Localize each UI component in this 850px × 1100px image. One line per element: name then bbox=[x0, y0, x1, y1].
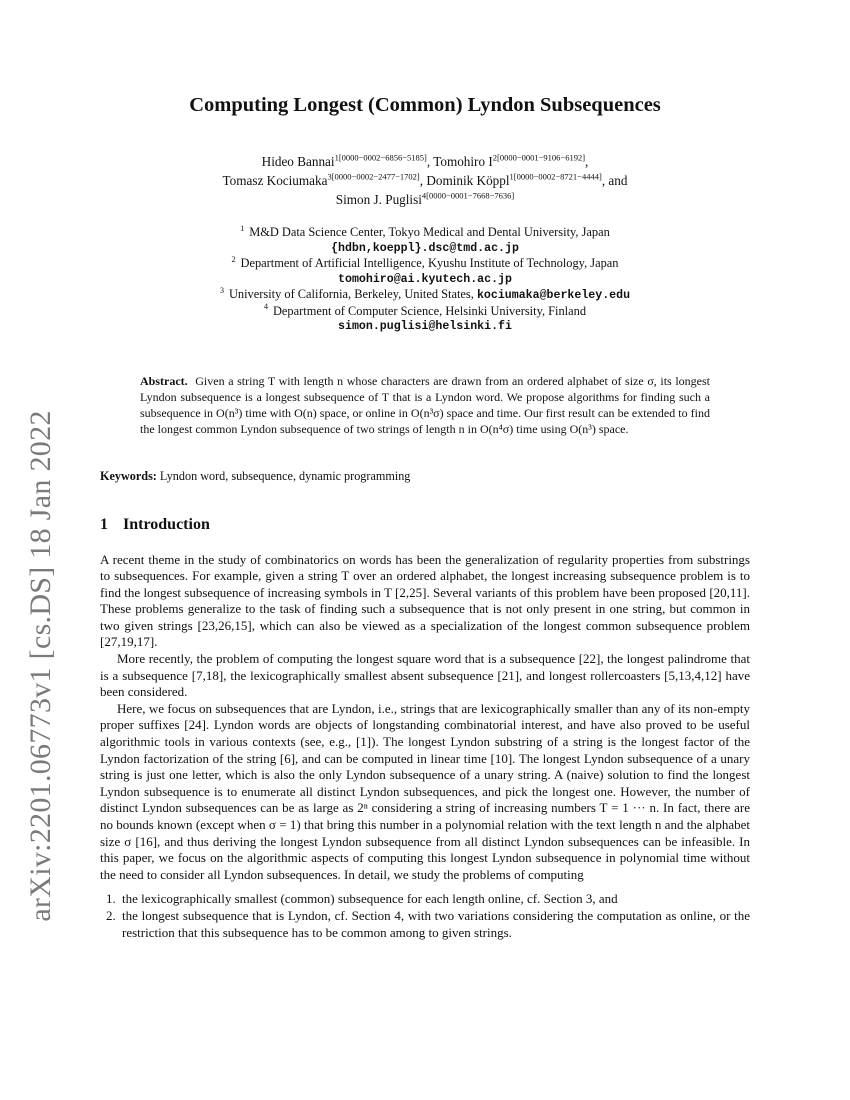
author-block bbox=[100, 152, 750, 209]
list-item: 1. the lexicographically smallest (common) subsequence for each length online, cf. Section 3, and bbox=[106, 891, 618, 907]
affiliation-1-email[interactable]: {hdbn,koeppl}.dsc@tmd.ac.jp bbox=[331, 241, 519, 255]
affiliation-4: $^4$ Department of Computer Science, Helsinki University, Finland bbox=[263, 302, 587, 318]
abstract-text: Given a string T with length n whose characters are drawn from an ordered alphabet of size σ, its longest Lyndon subsequence is a longest subsequence of T that is a Lyndon word. We propose algorithms for finding such a subsequence in O(n³) time with O(n) space, or online in O(n³σ) space and time. Our first result can be extended to find the longest common Lyndon subsequence of two strings of length n in O(n⁴σ) time using O(n³) space. bbox=[140, 373, 711, 436]
abstract bbox=[140, 373, 710, 437]
section-heading bbox=[100, 516, 750, 534]
author-name: Hideo Bannai bbox=[261, 154, 335, 169]
affiliation-4-email[interactable]: simon.puglisi@helsinki.fi bbox=[338, 320, 512, 333]
author-orcid: 1[0000−0002−8721−4444] bbox=[509, 171, 602, 182]
paper-title: Computing Longest (Common) Lyndon Subsequences bbox=[189, 94, 661, 116]
section-body bbox=[100, 552, 750, 884]
affiliation-3-email[interactable]: kociumaka@berkeley.edu bbox=[476, 289, 631, 302]
author-line-3 bbox=[100, 190, 750, 209]
paragraph: More recently, the problem of computing the longest square word that is a subsequence [22], the longest palindrome that is a subsequence [7,18], the lexicographically smallest absent subsequence [21], and longest rollercoasters [5,13,4,12] have been considered. bbox=[100, 651, 750, 700]
problem-list bbox=[100, 891, 750, 941]
affiliation-2-email[interactable]: tomohiro@ai.kyutech.ac.jp bbox=[338, 272, 512, 286]
author-orcid: 3[0000−0002−2477−1702] bbox=[327, 171, 420, 182]
keywords-label: Keywords: bbox=[100, 468, 157, 483]
section-title: Introduction bbox=[123, 515, 210, 533]
keywords bbox=[100, 469, 750, 484]
affiliation-1: $^1$ M&D Data Science Center, Tokyo Medical and Dental University, Japan bbox=[240, 223, 610, 239]
arxiv-stamp: arXiv:2201.06773v1 [cs.DS] 18 Jan 2022 bbox=[24, 410, 57, 922]
author-name: Tomohiro I bbox=[433, 154, 493, 169]
paper-page bbox=[100, 90, 750, 941]
author-orcid: 1[0000−0002−6856−5185] bbox=[334, 152, 427, 163]
paragraph: A recent theme in the study of combinatorics on words has been the generalization of regularity properties from substrings to subsequences. For example, given a string T over an ordered alphabet, the longest increasing subsequence problem is to find the longest subsequence of increasing symbols in T [2,25]. Several variants of this problem have been proposed [20,11]. These problems generalize to the task of finding such a subsequence that is not only present in one string, but common in two given strings [23,26,15], which can also be viewed as a specialization of the longest common subsequence problem [27,19,17]. bbox=[100, 551, 750, 650]
author-orcid: 2[0000−0001−9106−6192] bbox=[492, 152, 586, 163]
affiliations bbox=[100, 225, 750, 335]
author-line-2: Tomasz Kociumaka$^{3[0000-0002-2477-1702]}$, Dominik Köppl$^{1[0000-0002-8721-4444]}$, and bbox=[222, 171, 628, 188]
author-line-1: Hideo Bannai$^{1[0000-0002-6856-5185]}$, Tomohiro $I^{2[0000-0001-9106-6192]}$, bbox=[261, 152, 589, 169]
abstract-label: Abstract. bbox=[140, 373, 188, 388]
author-name: Tomasz Kociumaka bbox=[222, 173, 328, 188]
author-orcid: 4[0000−0001−7668−7636] bbox=[421, 190, 515, 201]
affiliation-2: $^2$ Department of Artificial Intelligence, Kyushu Institute of Technology, Japan bbox=[231, 254, 619, 270]
author-name: Simon J. Puglisi bbox=[335, 192, 422, 207]
keywords-text: Lyndon word, subsequence, dynamic programming bbox=[159, 468, 411, 483]
author-name: Dominik Köppl bbox=[426, 173, 510, 188]
list-item: 2. the longest subsequence that is Lyndon, cf. Section 4, with two variations considering the computation as online, or the restriction that this subsequence has to be common among to given strings. bbox=[106, 907, 750, 940]
affiliation-3: $^3$ University of California, Berkeley, United States, kociumaka@berkeley.edu bbox=[219, 285, 631, 302]
paragraph: Here, we focus on subsequences that are Lyndon, i.e., strings that are lexicographically smaller than any of its non-empty proper suffixes [24]. Lyndon words are objects of longstanding combinatorial interest, and have also proved to be useful algorithmic tools in various contexts (see, e.g., [1]). The longest Lyndon substring of a string is the longest factor of the Lyndon factorization of the string [6], and can be computed in linear time [10]. The longest Lyndon subsequence of a unary string is just one letter, which is also the only Lyndon subsequence of a unary string. A (naive) solution to find the longest Lyndon subsequence is to enumerate all distinct Lyndon subsequences, and pick the longest one. However, the number of distinct Lyndon subsequences can be as large as 2ⁿ considering a string of increasing numbers T = 1 ··· n. In fact, there are no bounds known (except when σ = 1) that bring this number in a polynomial relation with the text length n and the alphabet size σ [16], and thus deriving the longest Lyndon subsequence from all distinct Lyndon subsequences can be infeasible. In this paper, we focus on the algorithmic aspects of computing this longest Lyndon subsequence in polynomial time without the need to consider all Lyndon subsequences. In detail, we study the problems of computing bbox=[100, 700, 750, 882]
section-number: 1 bbox=[100, 515, 108, 533]
